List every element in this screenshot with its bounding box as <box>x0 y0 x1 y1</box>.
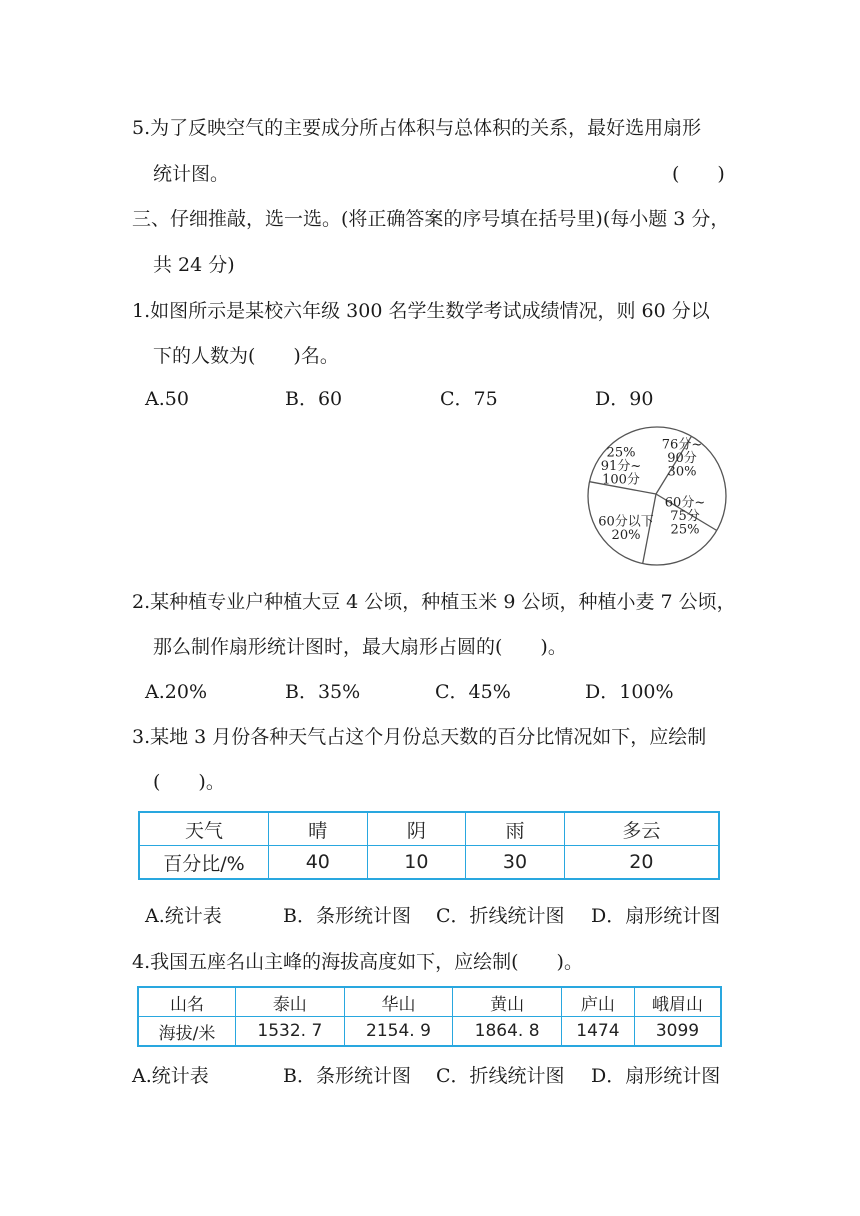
table-cell: 峨眉山 <box>634 987 721 1017</box>
pie-slice-label: 76分~ 90分 30% <box>661 437 703 480</box>
mountain-table <box>137 986 722 1047</box>
mc1-options <box>145 387 705 411</box>
mc4-options <box>132 1064 732 1088</box>
mc2-option-b: B．35% <box>285 681 361 703</box>
pie-slice-label: 25% 91分~ 100分 <box>600 445 642 488</box>
table-cell: 10 <box>367 846 466 880</box>
pie-slice-label: 60分~ 75分 25% <box>664 495 706 538</box>
q5-text-line1: 5.为了反映空气的主要成分所占体积与总体积的关系，最好选用扇形 <box>132 117 702 139</box>
table-cell: 2154. 9 <box>344 1017 453 1047</box>
mc1-option-b: B．60 <box>285 388 343 410</box>
table-row <box>139 846 719 880</box>
table-cell: 1532. 7 <box>236 1017 345 1047</box>
table-cell: 30 <box>466 846 565 880</box>
table-row <box>138 1017 721 1047</box>
pie-slice-label: 60分以下 20% <box>598 514 654 543</box>
mc3-option-c: C．折线统计图 <box>436 905 565 927</box>
mc4-text-line1: 4.我国五座名山主峰的海拔高度如下，应绘制( )。 <box>132 951 583 973</box>
mc2-text-line1: 2.某种植专业户种植大豆 4 公顷，种植玉米 9 公顷，种植小麦 7 公顷， <box>132 591 736 613</box>
section3-heading-line1: 三、仔细推敲，选一选。(将正确答案的序号填在括号里)(每小题 3 分， <box>132 208 730 230</box>
mc3-options <box>145 904 735 928</box>
mc1-text-line2: 下的人数为( )名。 <box>153 345 339 367</box>
table-cell: 3099 <box>634 1017 721 1047</box>
mc1-text-line1: 1.如图所示是某校六年级 300 名学生数学考试成绩情况，则 60 分以 <box>132 300 710 322</box>
table-cell: 多云 <box>564 812 719 846</box>
score-pie-chart <box>586 424 730 568</box>
mc4-option-b: B．条形统计图 <box>283 1065 411 1087</box>
mc1-option-a: A.50 <box>145 388 189 410</box>
q5-text-line2: 统计图。 <box>153 163 230 185</box>
mc1-option-c: C．75 <box>440 388 498 410</box>
table-cell: 庐山 <box>561 987 634 1017</box>
weather-table <box>138 811 720 880</box>
mc2-options <box>145 680 705 704</box>
mc3-text-line1: 3.某地 3 月份各种天气占这个月份总天数的百分比情况如下，应绘制 <box>132 726 707 748</box>
mc3-option-b: B．条形统计图 <box>283 905 411 927</box>
mc4-option-c: C．折线统计图 <box>436 1065 565 1087</box>
mc3-option-d: D．扇形统计图 <box>591 905 721 927</box>
table-cell: 20 <box>564 846 719 880</box>
mc1-option-d: D．90 <box>595 388 654 410</box>
mc2-option-d: D．100% <box>585 681 674 703</box>
table-row <box>138 987 721 1017</box>
section3-heading-line2: 共 24 分) <box>153 254 235 276</box>
table-cell: 天气 <box>139 812 269 846</box>
table-cell: 阴 <box>367 812 466 846</box>
table-cell: 1474 <box>561 1017 634 1047</box>
table-cell: 晴 <box>269 812 368 846</box>
table-cell: 海拔/米 <box>138 1017 236 1047</box>
q5-answer-paren: ( ) <box>672 163 725 185</box>
mc2-text-line2: 那么制作扇形统计图时，最大扇形占圆的( )。 <box>153 636 567 658</box>
table-cell: 百分比/% <box>139 846 269 880</box>
table-cell: 山名 <box>138 987 236 1017</box>
mc2-option-a: A.20% <box>145 681 207 703</box>
mc4-option-a: A.统计表 <box>132 1065 209 1087</box>
table-cell: 华山 <box>344 987 453 1017</box>
mc3-option-a: A.统计表 <box>145 905 222 927</box>
table-cell: 泰山 <box>236 987 345 1017</box>
table-cell: 雨 <box>466 812 565 846</box>
mc4-option-d: D．扇形统计图 <box>591 1065 721 1087</box>
mc2-option-c: C．45% <box>435 681 511 703</box>
table-cell: 1864. 8 <box>453 1017 562 1047</box>
mc3-text-line2: ( )。 <box>153 771 225 793</box>
table-cell: 40 <box>269 846 368 880</box>
table-row <box>139 812 719 846</box>
table-cell: 黄山 <box>453 987 562 1017</box>
